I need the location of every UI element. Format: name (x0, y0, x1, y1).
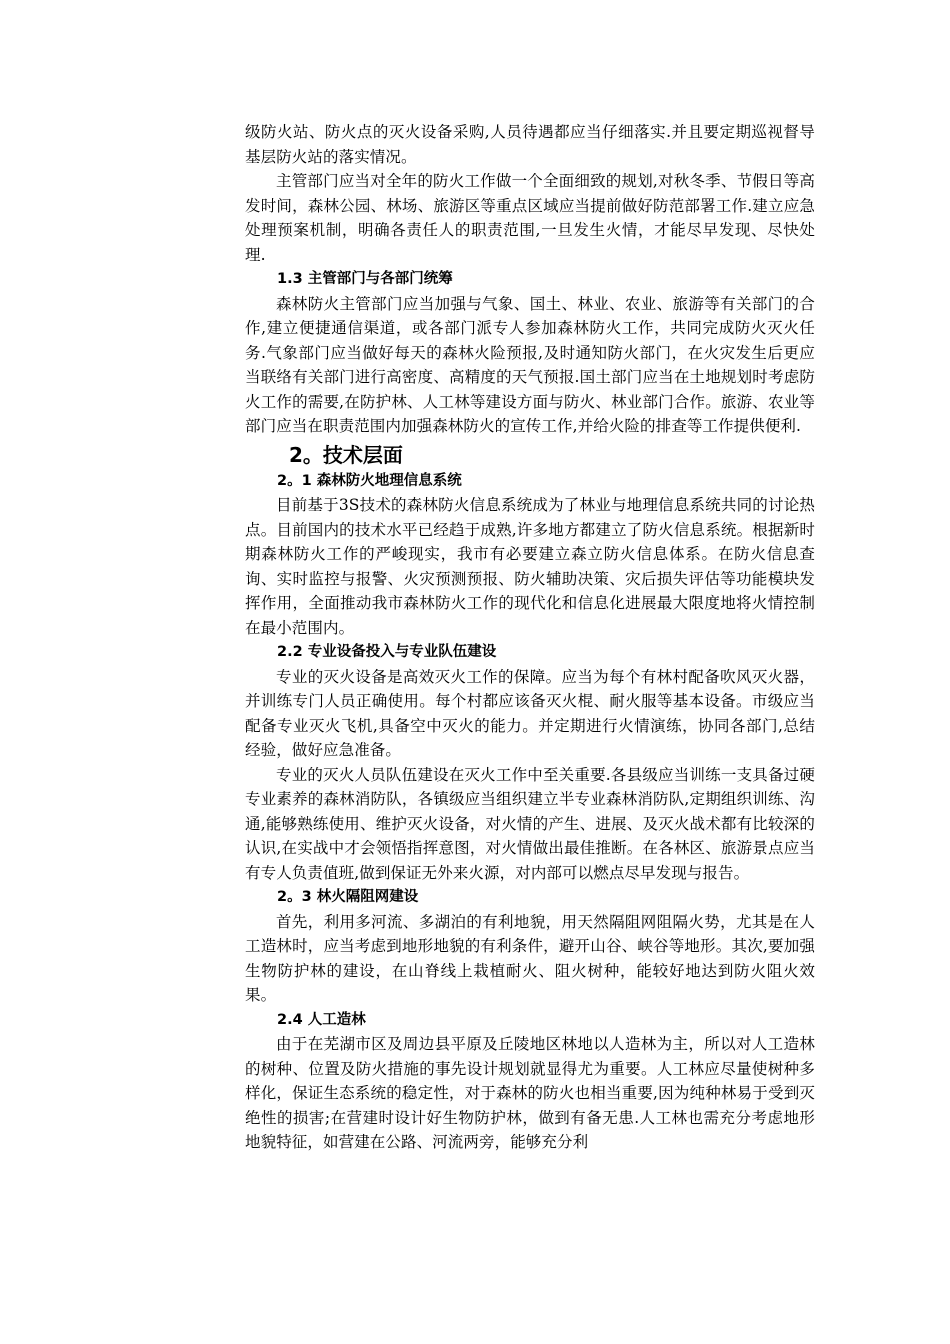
section-heading-1-3: 1.3 主管部门与各部门统筹 (277, 271, 453, 287)
section-2-2-paragraph-equipment: 专业的灭火设备是高效灭火工作的保障。应当为每个有林村配备吹风灭火器，并训练专门人员正确使用。每个村都应该备灭火棍、耐火服等基本设备。市级应当配备专业灭火飞机,具备空中灭火的能力。并定期进行火情演练，协同各部门,总结经验，做好应急准备。 (245, 667, 815, 759)
section-1-3-paragraph: 森林防火主管部门应当加强与气象、国土、林业、农业、旅游等有关部门的合作,建立便捷通信渠道，或各部门派专人参加森林防火工作，共同完成防火灭火任务.气象部门应当做好每天的森林火险预报,及时通知防火部门，在火灾发生后更应当联络有关部门进行高密度、高精度的天气预报.国土部门应当在土地规划时考虑防火工作的需要,在防护林、人工林等建设方面与防火、林业部门合作。旅游、农业等部门应当在职责范围内加强森林防火的宣传工作,并给火险的排查等工作提供便利. (245, 294, 815, 435)
intro-paragraph-planning: 主管部门应当对全年的防火工作做一个全面细致的规划,对秋冬季、节假日等高发时间，森林公园、林场、旅游区等重点区域应当提前做好防范部署工作.建立应急处理预案机制，明确各责任人的职责范围,一旦发生火情，才能尽早发现、尽快处理. (245, 172, 815, 264)
section-heading-2: 2。技术层面 (289, 442, 403, 467)
document-page (245, 120, 815, 1155)
section-heading-2-4: 2.4 人工造林 (277, 1011, 366, 1028)
section-2-1-paragraph: 目前基于3S技术的森林防火信息系统成为了林业与地理信息系统共同的讨论热点。目前国内的技术水平已经趋于成熟,许多地方都建立了防火信息系统。根据新时期森林防火工作的严峻现实，我市有必要建立森立防火信息体系。在防火信息查询、实时监控与报警、火灾预测预报、防火辅助决策、灾后损失评估等功能模块发挥作用，全面推动我市森林防火工作的现代化和信息化进展最大限度地将火情控制在最小范围内。 (245, 496, 815, 637)
section-heading-2-1: 2。1 森林防火地理信息系统 (277, 472, 462, 489)
intro-paragraph-continued: 级防火站、防火点的灭火设备采购,人员待遇都应当仔细落实.并且要定期巡视督导基层防火站的落实情况。 (245, 123, 815, 166)
section-heading-2-3: 2。3 林火隔阻网建设 (277, 889, 419, 905)
section-2-3-paragraph: 首先，利用多河流、多湖泊的有利地貌，用天然隔阻网阻隔火势，尤其是在人工造林时，应当考虑到地形地貌的有利条件，避开山谷、峡谷等地形。其次,要加强生物防护林的建设，在山脊线上栽植耐火、阻火树种，能较好地达到防火阻火效果。 (245, 912, 815, 1004)
section-heading-2-2: 2.2 专业设备投入与专业队伍建设 (277, 644, 497, 660)
section-2-2-paragraph-team: 专业的灭火人员队伍建设在灭火工作中至关重要.各县级应当训练一支具备过硬专业素养的森林消防队，各镇级应当组织建立半专业森林消防队,定期组织训练、沟通,能够熟练使用、维护灭火设备，对火情的产生、进展、及灭火战术都有比较深的认识,在实战中才会领悟指挥意图，对火情做出最佳推断。在各林区、旅游景点应当有专人负责值班,做到保证无外来火源，对内部可以燃点尽早发现与报告。 (245, 765, 815, 882)
section-2-4-paragraph: 由于在芜湖市区及周边县平原及丘陵地区林地以人造林为主，所以对人工造林的树种、位置及防火措施的事先设计规划就显得尤为重要。人工林应尽量使树种多样化，保证生态系统的稳定性，对于森林的防火也相当重要,因为纯种林易于受到灭绝性的损害;在营建时设计好生物防护林，做到有备无患.人工林也需充分考虑地形地貌特征，如营建在公路、河流两旁，能够充分利 (245, 1035, 815, 1151)
